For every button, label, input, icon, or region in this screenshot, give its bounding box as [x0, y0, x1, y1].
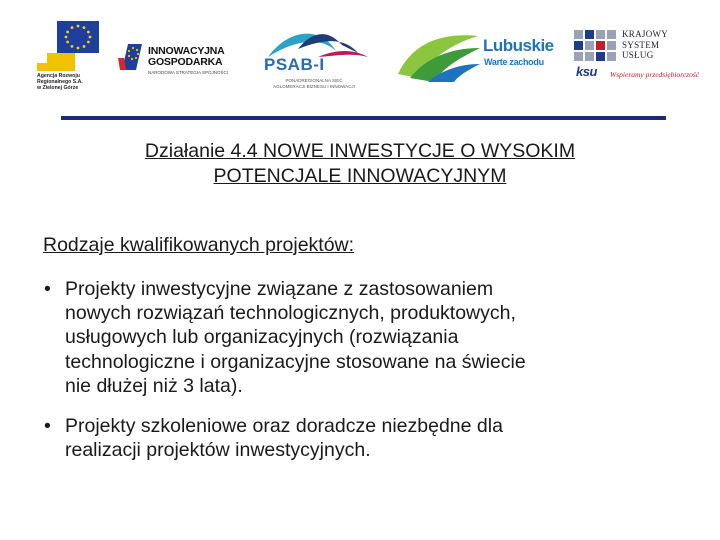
section-heading: Rodzaje kwalifikowanych projektów: — [43, 234, 355, 256]
page-title-line-1: Działanie 4.4 NOWE INWESTYCJE O WYSOKIM — [144, 140, 576, 162]
ksu-title: KRAJOWY SYSTEM USŁUG — [622, 29, 669, 60]
psab-name: PSAB-I — [264, 55, 325, 74]
list-item — [43, 414, 683, 462]
innowacyjna-mark-icon — [118, 40, 144, 72]
lubuskie-tagline: Warte zachodu — [484, 57, 544, 67]
list-item-line: nie dłużej niż 3 lata). — [65, 374, 243, 397]
list-item — [43, 277, 683, 398]
list-item-line: realizacji projektów inwestycyjnych. — [65, 439, 371, 462]
list-item-line: technologiczne i organizacyjne stosowane na świecie — [65, 350, 526, 373]
eu-flag-icon — [35, 19, 101, 71]
lubuskie-name: Lubuskie — [483, 36, 554, 55]
list-item-line: nowych rozwiązań technologicznych, produktowych, — [65, 302, 516, 325]
ksu-slogan: Wspieramy przedsiębiorczość — [610, 70, 700, 79]
arr-name: Agencja Rozwoju Regionalnego S.A. w Zielonej Górze — [37, 73, 83, 92]
list-item-line: Projekty szkoleniowe oraz doradcze niezbędne dla — [65, 415, 503, 438]
innowacyjna-title: INNOWACYJNA GOSPODARKA — [148, 45, 225, 68]
bullet-icon: • — [44, 278, 51, 300]
lubuskie-hills-icon — [398, 30, 480, 82]
lubuskie-logo — [398, 30, 554, 86]
ksu-abbr: ksu — [576, 64, 597, 79]
bullet-list — [43, 277, 683, 462]
list-item-line: Projekty inwestycyjne związane z zastosowaniem — [65, 278, 494, 300]
logo-bar — [0, 0, 720, 110]
psab-logo — [258, 27, 370, 95]
page-title-line-2: POTENCJALE INNOWACYJNYM — [213, 165, 507, 187]
list-item-line: usługowych lub organizacyjnych (rozwiązania — [65, 326, 459, 349]
header-divider — [61, 116, 666, 120]
psab-subtitle: PONADREGIONALNA SIEĆ AGLOMERACJI BIZNESU I INNOWACJI — [273, 78, 355, 89]
bullet-icon: • — [44, 415, 51, 438]
innowacyjna-gospodarka-logo — [118, 38, 238, 88]
ksu-grid-icon — [574, 30, 618, 64]
page-title — [60, 139, 660, 189]
innowacyjna-subtitle: NARODOWA STRATEGIA SPÓJNOŚCI — [148, 70, 229, 75]
ksu-logo — [574, 28, 700, 80]
eu-arr-logo — [35, 19, 101, 101]
